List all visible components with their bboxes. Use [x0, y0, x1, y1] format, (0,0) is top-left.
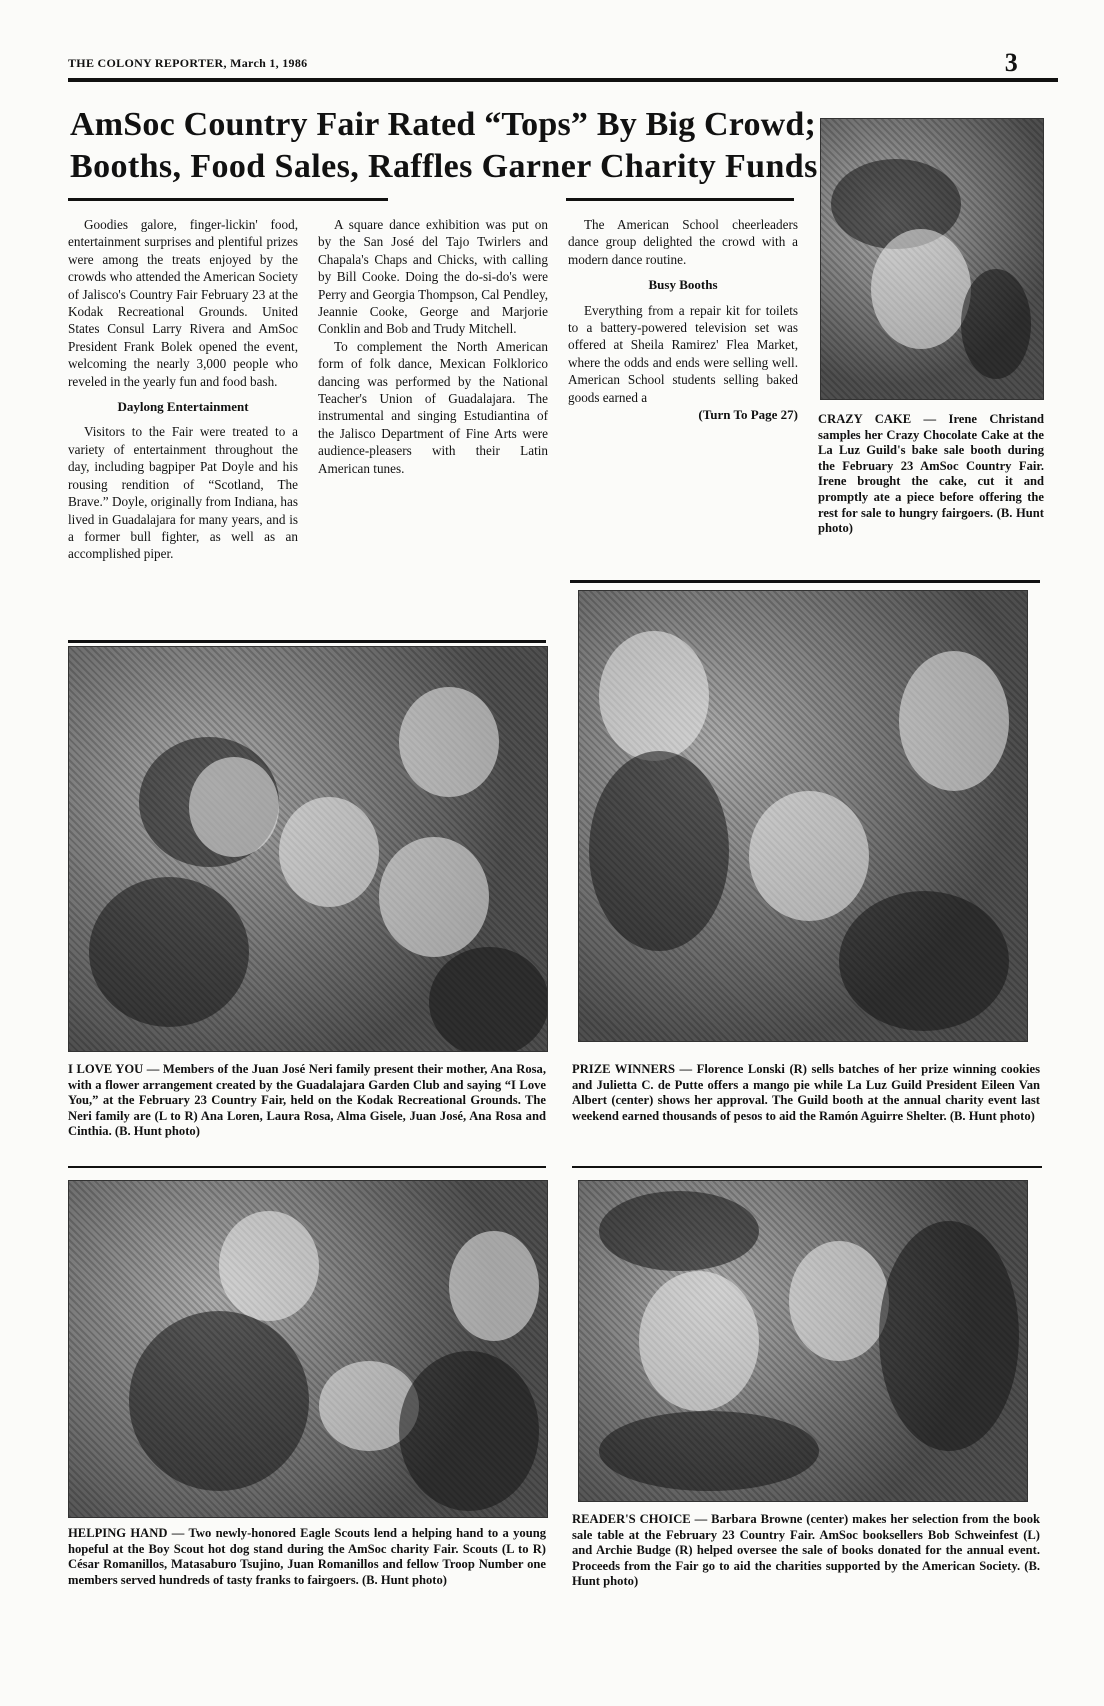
- crazy-cake-caption: CRAZY CAKE — Irene Christand samples her Crazy Chocolate Cake at the La Luz Guild's bake sale booth during the February 23 AmSoc Country Fair. Irene brought the cake, cut it and promptly ate a piece before offering the rest for sale to hungry fairgoers. (B. Hunt photo): [818, 412, 1044, 536]
- headline-line-1: AmSoc Country Fair Rated “Tops” By Big Crowd;: [70, 106, 817, 143]
- article-column-3: [568, 216, 798, 423]
- masthead: [68, 48, 1018, 77]
- masthead-rule: [68, 78, 1058, 82]
- i-love-you-caption: I LOVE YOU — Members of the Juan José Neri family present their mother, Ana Rosa, with a flower arrangement created by the Guadalajara Garden Club and saying “I Love You,” at the February 23 Country Fair, held on the Kodak Recreational Grounds. The Neri family are (L to R) Ana Loren, Laura Rosa, Alma Gisele, Juan José, Ana Rosa and Cinthia. (B. Hunt photo): [68, 1062, 546, 1139]
- article-paragraph: To complement the North American form of folk dance, Mexican Folklorico dancing was performed by the National Teacher's Union of Guadalajara. The instrumental and singing Estudiantina of the Jalisco Department of Fine Arts were audience-pleasers with their Latin American tunes.: [318, 338, 548, 476]
- prize-winners-caption: PRIZE WINNERS — Florence Lonski (R) sells batches of her prize winning cookies and Julietta C. de Putte offers a mango pie while La Luz Guild President Eileen Van Albert (center) shows her approval. The Guild booth at the annual charity event last weekend earned thousands of pesos to aid the Ramón Aguirre Shelter. (B. Hunt photo): [572, 1062, 1040, 1123]
- photo-section-rule-right: [570, 580, 1040, 583]
- readers-choice-caption: READER'S CHOICE — Barbara Browne (center) makes her selection from the book sale table at the February 23 Country Fair. AmSoc booksellers Bob Schweinfest (L) and Archie Budge (R) helped oversee the sale of books donated for the annual event. Proceeds from the Fair go to aid the charities supported by the American Society. (B. Hunt photo): [572, 1512, 1040, 1589]
- readers-choice-photo: [578, 1180, 1028, 1502]
- page-number: 3: [1004, 48, 1018, 77]
- article-paragraph: The American School cheerleaders dance group delighted the crowd with a modern dance routine.: [568, 217, 798, 267]
- article-column-1: [68, 216, 298, 563]
- article-paragraph: Visitors to the Fair were treated to a variety of entertainment throughout the day, including bagpiper Pat Doyle and his rousing rendition of “Scotland, The Brave.” Doyle, originally from Indiana, has lived in Guadalajara for many years, and is a former bull fighter, as well as an accomplished piper.: [68, 424, 298, 562]
- helping-hand-caption: HELPING HAND — Two newly-honored Eagle Scouts lend a helping hand to a young hopeful at the Boy Scout hot dog stand during the AmSoc charity Fair. Scouts (L to R) César Romanillos, Matasaburo Tsujino, Juan Romanillos and fellow Troop Number one members served hundreds of tasty franks to fairgoers. (B. Hunt photo): [68, 1526, 546, 1587]
- i-love-you-photo: [68, 646, 548, 1052]
- headline: [70, 104, 830, 188]
- article-paragraph: Goodies galore, finger-lickin' food, entertainment surprises and plentiful prizes were among the treats enjoyed by the crowds who attended the American Society of Jalisco's Country Fair February 23 at the Kodak Recreational Grounds. United States Consul Larry Rivera and AmSoc President Frank Bolek opened the event, welcoming the nearly 3,000 people who reveled in the yearly fun and food bash.: [68, 217, 298, 389]
- subhead-daylong-entertainment: Daylong Entertainment: [117, 399, 249, 415]
- headline-rule-right: [566, 198, 794, 201]
- article-paragraph: A square dance exhibition was put on by the San José del Tajo Twirlers and Chapala's Chaps and Chicks, with calling by Bill Cooke. Doing the do-si-do's were Perry and Georgia Thompson, Cal Pendley, Jeannie Cooke, George and Marjorie Conklin and Bob and Trudy Mitchell.: [318, 217, 548, 337]
- helping-hand-photo: [68, 1180, 548, 1518]
- headline-rule-left: [68, 198, 388, 201]
- masthead-title: THE COLONY REPORTER, March 1, 1986: [68, 56, 308, 70]
- article-paragraph: Everything from a repair kit for toilets to a battery-powered television set was offered at Sheila Ramirez' Flea Market, where the odds and ends were selling well. American School students selling baked goods earned a: [568, 302, 798, 405]
- continued-line: (Turn To Page 27): [698, 407, 798, 423]
- lower-section-rule-right: [572, 1166, 1042, 1168]
- photo-section-rule-left: [68, 640, 546, 643]
- headline-line-2: Booths, Food Sales, Raffles Garner Charity Funds: [70, 148, 818, 185]
- crazy-cake-photo: [820, 118, 1044, 400]
- article-column-2: [318, 216, 548, 477]
- prize-winners-photo: [578, 590, 1028, 1042]
- lower-section-rule-left: [68, 1166, 546, 1168]
- subhead-busy-booths: Busy Booths: [648, 277, 718, 293]
